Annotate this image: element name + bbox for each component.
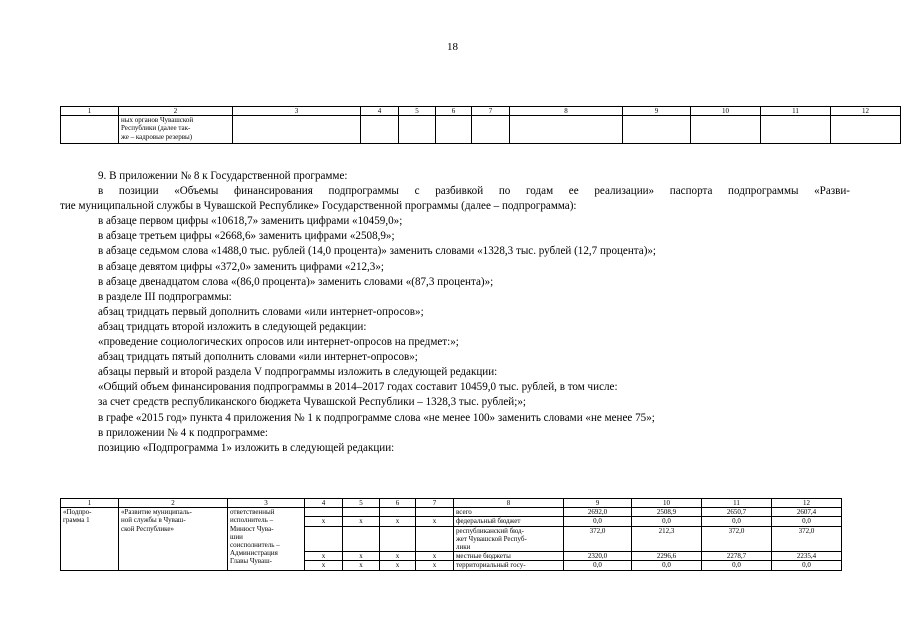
column-number: 1 <box>61 499 119 508</box>
table-row <box>61 508 842 517</box>
cell-source: местные бюджеты <box>454 552 564 561</box>
column-number: 11 <box>702 499 772 508</box>
document-body <box>60 169 850 456</box>
paragraph: в позиции «Объемы финансирования подпрограммы с разбивкой по годам ее реализации» паспорта подпрограммы «Разви- <box>98 185 850 198</box>
paragraph: «проведение социологических опросов или интернет-опросов на предмет:»; <box>98 336 459 349</box>
cell-mark: x <box>305 552 343 561</box>
column-number: 10 <box>691 107 761 116</box>
cell-value: 2320,0 <box>564 552 632 561</box>
cell-subprogram: «Подпро- грамма 1 <box>61 508 119 570</box>
cell-value: 2278,7 <box>702 552 772 561</box>
cell-value: 2296,6 <box>632 552 702 561</box>
column-number: 8 <box>510 107 623 116</box>
table-row <box>61 116 901 144</box>
table-header-row <box>61 499 842 508</box>
paragraph: абзац тридцать второй изложить в следующей редакции: <box>98 320 367 333</box>
column-number: 5 <box>343 499 380 508</box>
cell-value: 0,0 <box>772 517 842 526</box>
paragraph: 9. В приложении № 8 к Государственной программе: <box>98 170 348 182</box>
cell-value: 2607,4 <box>772 508 842 517</box>
column-number: 3 <box>233 107 361 116</box>
cell-value: 2692,0 <box>564 508 632 517</box>
cell-value: 2508,9 <box>632 508 702 517</box>
paragraph: тие муниципальной службы в Чувашской Республике» Государственной программы (далее – подпрограмма): <box>60 200 577 213</box>
column-number: 6 <box>436 107 472 116</box>
cell-mark: x <box>343 561 380 570</box>
cell-mark: x <box>380 552 416 561</box>
paragraph: в абзаце третьем цифры «2668,6» заменить цифрами «2508,9»; <box>98 230 395 243</box>
cell-source: республиканский бюд- жет Чувашской Респуб- лики <box>454 526 564 552</box>
cell-mark: x <box>305 517 343 526</box>
paragraph: в разделе III подпрограммы: <box>98 290 232 303</box>
page-number: 18 <box>447 41 458 53</box>
cell-source: федеральный бюджет <box>454 517 564 526</box>
cell-value: 2235,4 <box>772 552 842 561</box>
paragraph: абзацы первый и второй раздела V подпрограммы изложить в следующей редакции: <box>98 366 498 379</box>
cell-value: 0,0 <box>564 517 632 526</box>
cell-mark: x <box>343 517 380 526</box>
paragraph: в абзаце первом цифры «10618,7» заменить цифрами «10459,0»; <box>98 215 403 228</box>
cell-mark: x <box>416 552 454 561</box>
cell-mark: x <box>380 517 416 526</box>
column-number: 12 <box>831 107 901 116</box>
paragraph: в приложении № 4 к подпрограмме: <box>98 426 269 439</box>
paragraph: абзац тридцать первый дополнить словами «или интернет-опросов»; <box>98 305 424 318</box>
column-number: 4 <box>305 499 343 508</box>
column-number: 10 <box>632 499 702 508</box>
column-number: 2 <box>119 499 228 508</box>
cell-value: 0,0 <box>564 561 632 570</box>
column-number: 6 <box>380 499 416 508</box>
cell-value: 372,0 <box>772 526 842 552</box>
table-header-row <box>61 107 901 116</box>
cell-value: 0,0 <box>702 561 772 570</box>
cell-value: 0,0 <box>632 517 702 526</box>
paragraph: позицию «Подпрограмма 1» изложить в следующей редакции: <box>98 441 395 454</box>
table-subprogram <box>60 498 842 571</box>
column-number: 11 <box>761 107 831 116</box>
paragraph: «Общий объем финансирования подпрограммы в 2014–2017 годах составит 10459,0 тыс. рублей, в том числе: <box>98 381 618 394</box>
column-number: 12 <box>772 499 842 508</box>
paragraph: в графе «2015 год» пункта 4 приложения № 1 к подпрограмме слова «не менее 100» заменить словами «не менее 75»; <box>98 411 655 424</box>
paragraph: за счет средств республиканского бюджета Чувашской Республики – 1328,3 тыс. рублей;»; <box>98 396 526 409</box>
cell-value: 0,0 <box>772 561 842 570</box>
column-number: 4 <box>361 107 399 116</box>
cell-mark: x <box>416 517 454 526</box>
cell-value: 212,3 <box>632 526 702 552</box>
cell-description: ных органов Чувашской Республики (далее так- же – кадровые резервы) <box>119 116 233 144</box>
cell-value: 0,0 <box>632 561 702 570</box>
column-number: 7 <box>472 107 510 116</box>
cell-value: 0,0 <box>702 517 772 526</box>
paragraph: абзац тридцать пятый дополнить словами «или интернет-опросов»; <box>98 351 418 364</box>
cell-value: 372,0 <box>564 526 632 552</box>
paragraph: в абзаце девятом цифры «372,0» заменить цифрами «212,3»; <box>98 260 384 273</box>
paragraph: в абзаце седьмом слова «1488,0 тыс. рублей (14,0 процента)» заменить словами «1328,3 тыс. рублей (12,7 процента)»; <box>98 245 657 258</box>
cell-value: 2650,7 <box>702 508 772 517</box>
column-number: 9 <box>623 107 691 116</box>
column-number: 8 <box>454 499 564 508</box>
cell-mark: x <box>416 561 454 570</box>
table-continuation <box>60 106 901 144</box>
cell-mark: x <box>343 552 380 561</box>
paragraph: в абзаце двенадцатом слова «(86,0 процента)» заменить словами «(87,3 процента)»; <box>98 275 494 288</box>
column-number: 1 <box>61 107 119 116</box>
column-number: 5 <box>399 107 436 116</box>
cell-source: территориальный госу- <box>454 561 564 570</box>
cell-subprogram-name: «Развитие муниципаль- ной службы в Чуваш- ской Республике» <box>119 508 228 570</box>
cell-responsible: ответственный исполнитель – Минюст Чува- шии соисполнитель – Администрация Главы Чуваш- <box>228 508 305 570</box>
column-number: 7 <box>416 499 454 508</box>
cell-value: 372,0 <box>702 526 772 552</box>
column-number: 9 <box>564 499 632 508</box>
cell-source: всего <box>454 508 564 517</box>
cell-mark: x <box>305 561 343 570</box>
column-number: 2 <box>119 107 233 116</box>
column-number: 3 <box>228 499 305 508</box>
cell-mark: x <box>380 561 416 570</box>
